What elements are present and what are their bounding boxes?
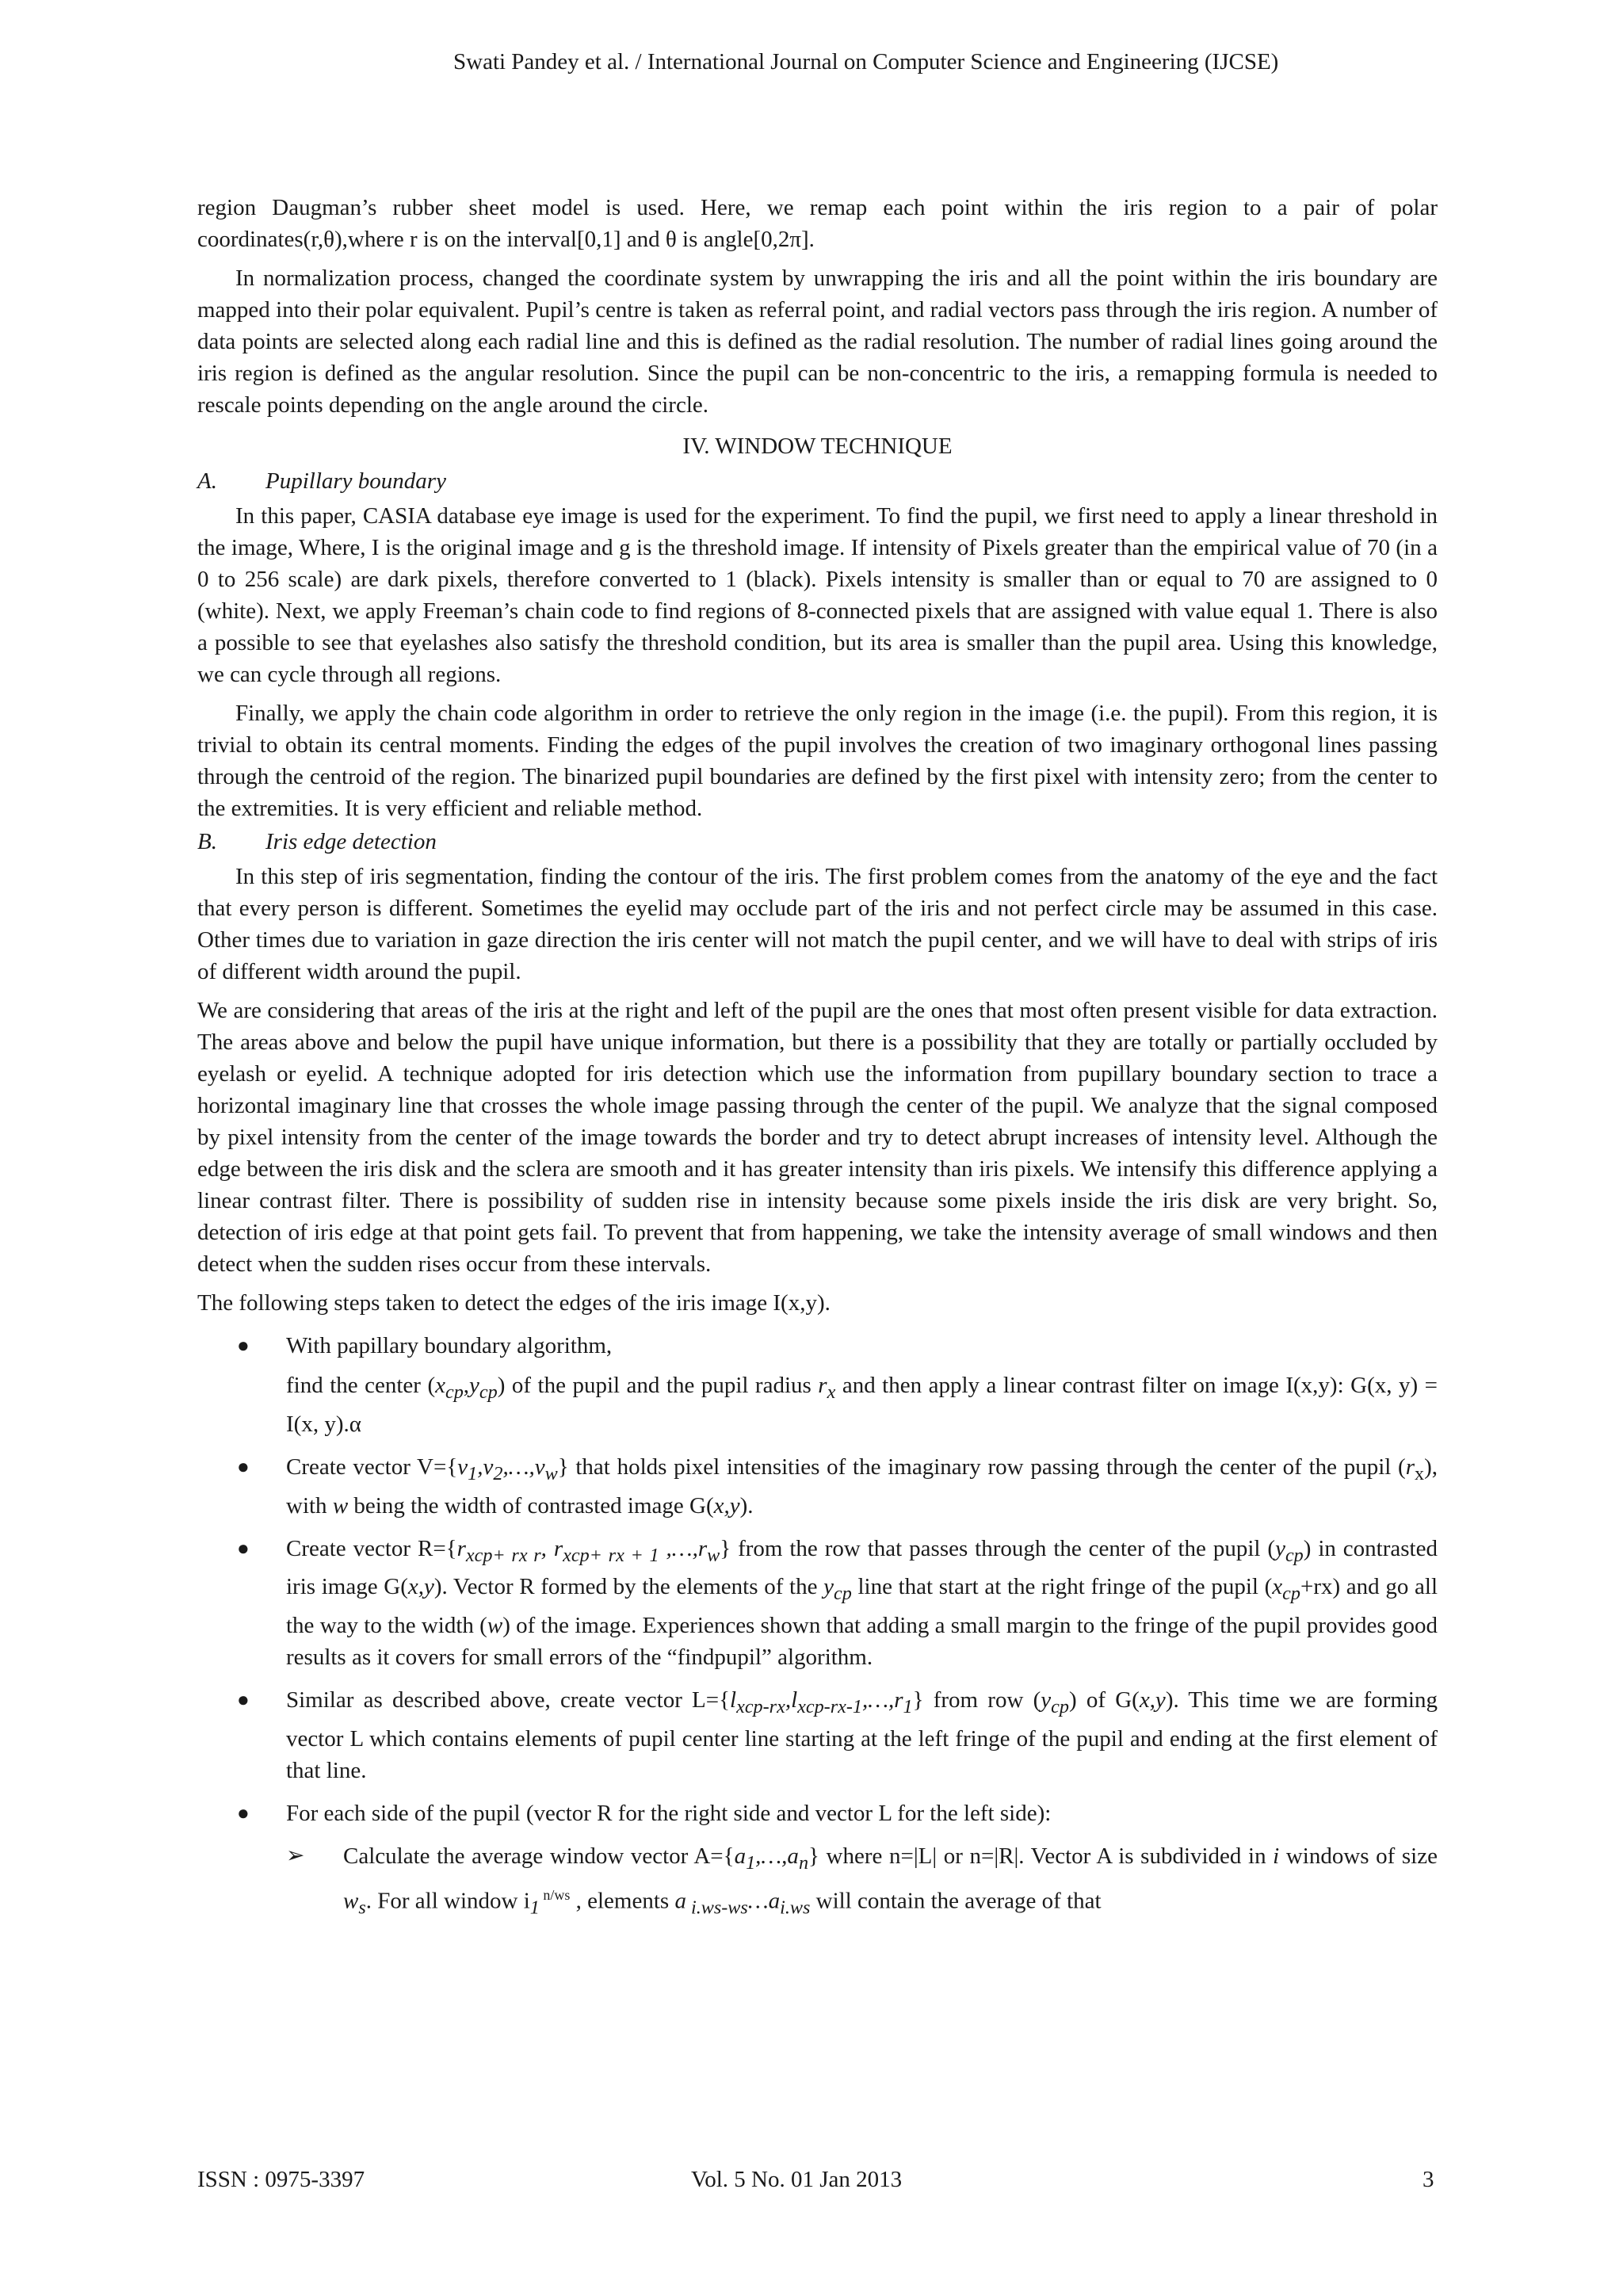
list-item: ● Create vector $V=\{v_1,v_2,\dots,v_w\}$ that holds pixel intensities of the imaginary row passing through the center of the pupil $(r_x)$, with w being the width of contrasted image G(x,y). [197, 1451, 1438, 1522]
subsection-letter: A. [197, 468, 217, 494]
pupillary-paragraph-2: Finally, we apply the chain code algorithm in order to retrieve the only region in the image (i.e. the pupil). From this region, it is trivial to obtain its central moments. Finding the edges of the pupil involves the creation of two imaginary orthogonal lines passing through the centroid of the region. The binarized pupil boundaries are defined by the first pixel with intensity zero; from the center to the extremities. It is very efficient and reliable method. [197, 701, 1438, 821]
footer-issn: ISSN : 0975-3397 [197, 2167, 365, 2192]
intro-paragraph-1: region Daugman’s rubber sheet model is used. Here, we remap each point within the iris region to a pair of polar coordinates(r,θ),where r is on the interval[0,1] and θ is angle[0,2π]. [197, 195, 1438, 252]
iris-paragraph-3: The following steps taken to detect the edges of the iris image I(x,y). [197, 1290, 831, 1316]
body-text [197, 192, 1438, 1924]
page-number: 3 [1423, 2167, 1434, 2192]
bullet-icon: ● [237, 1454, 250, 1478]
list-item: ● Create vector $R=\{r_{xcp+ rx r}$, $r_{xcp+ rx + 1}$ $,\dots,r_w$} from the row that passes through the center of the pupil $(y_{cp})$ in contrasted iris image G(x,y). Vector R formed by the elements of the $y_{cp}$ line that start at the right fringe of the pupil $(x_{cp}+rx)$ and go all the way to the width (w) of the image. Experiences shown that adding a small margin to the fringe of the pupil provides good results as it covers for small errors of the “findpupil” algorithm. [197, 1533, 1438, 1674]
subsection-title: Pupillary boundary [265, 468, 446, 494]
bullet-icon: ● [237, 1536, 250, 1560]
steps-list [197, 1330, 1438, 1924]
subsection-title: Iris edge detection [265, 829, 437, 854]
bullet-icon: ● [237, 1801, 250, 1824]
subsection-heading-a [197, 465, 1438, 497]
iris-paragraph-2: We are considering that areas of the iris at the right and left of the pupil are the ones that most often present visible for data extraction. The areas above and below the pupil have unique information, but there is a possibility that they are totally or partially occluded by eyelash or eyelid. A technique adopted for iris detection which use the information from pupillary boundary section to trace a horizontal imaginary line that crosses the whole image passing through the center of the pupil. We analyze that the signal composed by pixel intensity from the center of the image towards the border and try to detect abrupt increases of intensity level. Although the edge between the iris disk and the sclera are smooth and it has greater intensity than iris pixels. We intensify this difference applying a linear contrast filter. There is possibility of sudden rise in intensity because some pixels inside the iris disk are very bright. So, detection of iris edge at that point gets fail. To prevent that from happening, we take the intensity average of small windows and then detect when the sudden rises occur from these intervals. [197, 998, 1438, 1277]
bullet-icon: ● [237, 1334, 250, 1357]
contrast-formula: I(x,y): G(x, y) = I(x, y).α [286, 1373, 1438, 1437]
subsection-letter: B. [197, 829, 217, 854]
bullet-icon: ● [237, 1688, 250, 1712]
list-item: ➢ Calculate the average window vector $A=\{a_1,\dots,a_n\}$ where n=|L| or n=|R|. Vector A is subdivided in i windows of size $w_s$. For all window $i_1$ $^{n/ws}$ , elements a $_{i.ws-ws}\dots a_{i.ws}$ will contain the average of that [286, 1840, 1438, 1924]
list-item: ● For each side of the pupil (vector R for the right side and vector L for the left side): ➢ Calculate the average window vector $A=\{a_1,\dots,a_n\}$ where n=|L| or n=|R|. Vector A is subdivided in i windows of size $w_s$. For all window $i_1$ $^{n/ws}$ , elements a $_{i.ws-ws}\dots a_{i.ws}$ will contain the average of that [197, 1797, 1438, 1924]
running-header: Swati Pandey et al. / International Journal on Computer Science and Engineering (IJCSE) [453, 49, 1279, 74]
sub-steps-list [286, 1840, 1438, 1924]
list-item: ● Similar as described above, create vector $L=\{l_{xcp-rx},l_{xcp-rx-1},\dots,r_1\}$ from row $(y_{cp})$ of G(x,y). This time we are forming vector L which contains elements of pupil center line starting at the left fringe of the pupil and ending at the first element of that line. [197, 1684, 1438, 1786]
subsection-heading-b [197, 826, 1438, 858]
iris-paragraph-1: In this step of iris segmentation, finding the contour of the iris. The first problem comes from the anatomy of the eye and the fact that every person is different. Sometimes the eyelid may occlude part of the iris and not perfect circle may be assumed in this case. Other times due to variation in gaze direction the iris center will not match the pupil center, and we will have to deal with strips of iris of different width around the pupil. [197, 864, 1438, 984]
footer-volume: Vol. 5 No. 01 Jan 2013 [691, 2167, 903, 2192]
arrow-bullet-icon: ➢ [286, 1843, 305, 1868]
list-item: ● With papillary boundary algorithm, find the center $(x_{cp},y_{cp})$ of the pupil and the pupil radius $r_x$ and then apply a linear contrast filter on image I(x,y): G(x, y) = I(x, y).α [197, 1330, 1438, 1440]
section-heading: IV. WINDOW TECHNIQUE [682, 434, 953, 459]
pupillary-paragraph-1: In this paper, CASIA database eye image is used for the experiment. To find the pupil, we first need to apply a linear threshold in the image, Where, I is the original image and g is the threshold image. If intensity of Pixels greater than the empirical value of 70 (in a 0 to 256 scale) are dark pixels, therefore converted to 1 (black). Pixels intensity is smaller than or equal to 70 are assigned to 0 (white). Next, we apply Freeman’s chain code to find regions of 8-connected pixels that are assigned with value equal 1. There is also a possible to see that eyelashes also satisfy the threshold condition, but its area is smaller than the pupil area. Using this knowledge, we can cycle through all regions. [197, 503, 1438, 687]
intro-paragraph-2: In normalization process, changed the coordinate system by unwrapping the iris and all the point within the iris boundary are mapped into their polar equivalent. Pupil’s centre is taken as referral point, and radial vectors pass through the iris region. A number of data points are selected along each radial line and this is defined as the radial resolution. The number of radial lines going around the iris region is defined as the angular resolution. Since the pupil can be non-concentric to the iris, a remapping formula is needed to rescale points depending on the angle around the circle. [197, 266, 1438, 418]
